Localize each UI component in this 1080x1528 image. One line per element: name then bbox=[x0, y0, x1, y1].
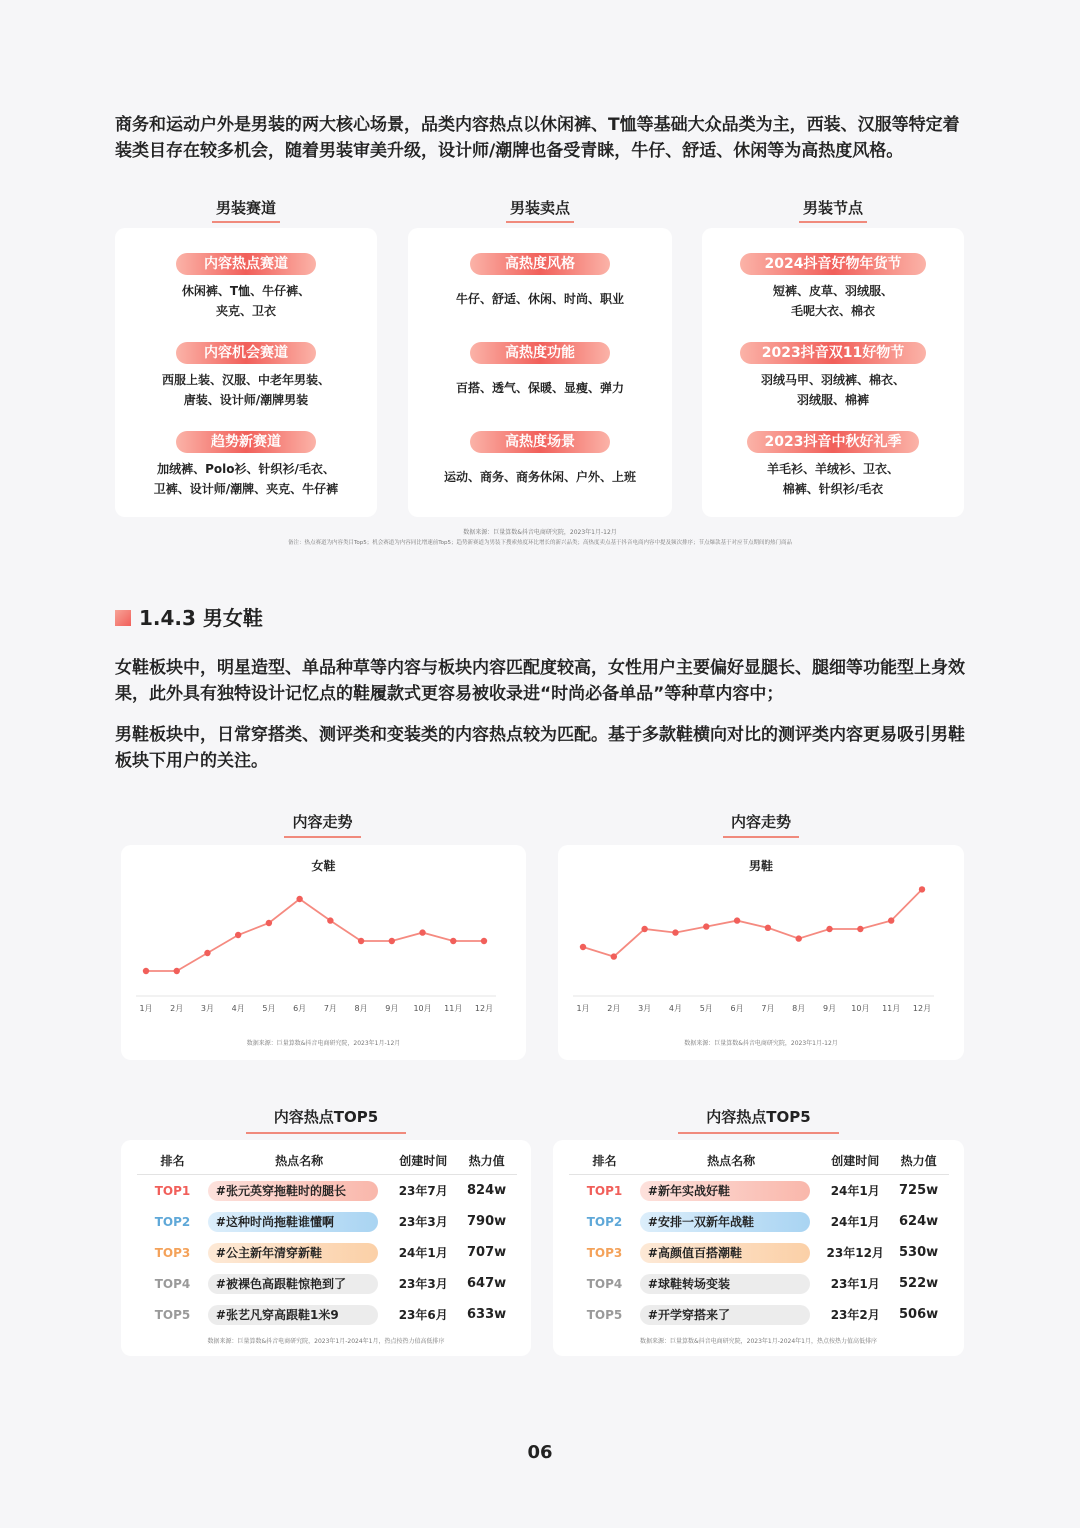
chart-source-women: 数据来源：巨量算数&抖音电商研究院，2023年1月-12月 bbox=[246, 1040, 401, 1047]
x-tick-label: 3月 bbox=[200, 1004, 215, 1013]
data-point bbox=[703, 923, 709, 929]
hotspot-cell bbox=[208, 1268, 390, 1299]
x-tick-label: 9月 bbox=[822, 1004, 837, 1013]
data-point bbox=[204, 950, 210, 956]
table-row bbox=[569, 1175, 949, 1207]
heat-value: 624w bbox=[899, 1214, 939, 1229]
hotspot-name: #新年实战好鞋 bbox=[640, 1181, 810, 1201]
hotspot-cell bbox=[208, 1175, 390, 1207]
hotspot-cell bbox=[640, 1175, 822, 1207]
heat-value: 522w bbox=[899, 1276, 939, 1291]
heat-value: 647w bbox=[467, 1276, 507, 1291]
created-date: 24年1月 bbox=[830, 1184, 880, 1198]
x-tick-label: 6月 bbox=[730, 1004, 744, 1013]
col2-title: 男装卖点 bbox=[408, 197, 672, 223]
heat-value: 707w bbox=[467, 1245, 507, 1260]
para-women-shoes: 女鞋板块中，明星造型、单品种草等内容与板块内容匹配度较高，女性用户主要偏好显腿长、腿细等功能型上身效果，此外具有独特设计记忆点的鞋履款式更容易被收录进“时尚必备单品”等种草内容中； bbox=[115, 658, 965, 704]
top5-source-men: 数据来源：巨量算数&抖音电商研究院，2023年1月-2024年1月，热点按热力值高低排序 bbox=[639, 1338, 878, 1345]
line-chart-women bbox=[121, 845, 526, 1060]
menswear-source: 数据来源：巨量算数&抖音电商研究院，2023年1月-12月 bbox=[463, 529, 617, 536]
x-tick-label: 5月 bbox=[262, 1004, 276, 1013]
hotspot-cell bbox=[640, 1268, 822, 1299]
data-point bbox=[174, 968, 180, 974]
x-tick-label: 6月 bbox=[293, 1004, 307, 1013]
x-tick-label: 2月 bbox=[170, 1004, 184, 1013]
created-date: 24年1月 bbox=[398, 1246, 448, 1260]
chart-title-men: 男鞋 bbox=[748, 859, 773, 873]
rank-label: TOP1 bbox=[586, 1183, 623, 1198]
group-trend: 趋势新赛道 加绒裤、Polo衫、针织衫/毛衣、 卫裤、设计师/潮牌、夹克、牛仔裤 bbox=[115, 431, 377, 499]
section-heading: 1.4.3 男女鞋 bbox=[115, 602, 263, 631]
group-function: 高热度功能 百搭、透气、保暖、显瘦、弹力 bbox=[408, 342, 672, 398]
created-date: 23年1月 bbox=[830, 1277, 880, 1291]
x-tick-label: 10月 bbox=[413, 1004, 432, 1013]
top-right-title: 内容热点TOP5 bbox=[553, 1106, 964, 1134]
x-tick-label: 2月 bbox=[607, 1004, 621, 1013]
x-tick-label: 9月 bbox=[385, 1004, 399, 1013]
x-tick-label: 8月 bbox=[792, 1004, 806, 1013]
rank-label: TOP5 bbox=[586, 1307, 623, 1322]
group-style: 高热度风格 牛仔、舒适、休闲、时尚、职业 bbox=[408, 253, 672, 309]
data-point bbox=[296, 896, 302, 902]
table-row bbox=[137, 1206, 517, 1237]
table-row bbox=[137, 1237, 517, 1268]
data-point bbox=[888, 917, 894, 923]
top5-card-women bbox=[121, 1140, 531, 1356]
x-tick-label: 3月 bbox=[638, 1004, 652, 1013]
hotspot-cell bbox=[208, 1299, 390, 1330]
created-date: 23年2月 bbox=[830, 1308, 880, 1322]
hotspot-name: #被裸色高跟鞋惊艳到了 bbox=[208, 1274, 378, 1294]
created-date: 23年12月 bbox=[826, 1246, 884, 1260]
top5-table-men: 排名 热点名称 创建时间 热力值 TOP1 #新年实战好鞋 24年1月 725w TOP2 #安排一双新年战鞋 24年1月 624w TOP3 #高颜值百搭潮鞋 23年12月 530w TOP4 #球鞋转场变装 23年1月 522w TOP5 #开学穿搭来了 23年2月 506w bbox=[569, 1146, 949, 1330]
x-tick-label: 11月 bbox=[882, 1004, 901, 1013]
top5-table-women: 排名 热点名称 创建时间 热力值 TOP1 #张元英穿拖鞋时的腿长 23年7月 824w TOP2 #这种时尚拖鞋谁懂啊 23年3月 790w TOP3 #公主新年清穿新鞋 24年1月 707w TOP4 #被裸色高跟鞋惊艳到了 23年3月 647w TOP5 #张艺凡穿高跟鞋1米9 23年6月 633w bbox=[137, 1146, 517, 1330]
created-date: 23年7月 bbox=[398, 1184, 448, 1198]
heat-value: 633w bbox=[467, 1307, 507, 1322]
rank-label: TOP4 bbox=[154, 1276, 191, 1291]
created-date: 24年1月 bbox=[830, 1215, 880, 1229]
hotspot-name: #张元英穿拖鞋时的腿长 bbox=[208, 1181, 378, 1201]
x-tick-label: 1月 bbox=[139, 1004, 153, 1013]
created-date: 23年3月 bbox=[398, 1215, 448, 1229]
x-tick-label: 7月 bbox=[761, 1004, 775, 1013]
x-tick-label: 12月 bbox=[912, 1004, 932, 1013]
data-point bbox=[919, 886, 925, 892]
data-point bbox=[796, 935, 802, 941]
menswear-footnote: 备注：热点赛道为内容类目Top5；机会赛道为内容同比增速前Top5；趋势新赛道为男装下搜索热度环比增长的新兴品类；高热度卖点基于抖音电商内容中提及频次排序；节点爆款基于对应节点期间的热门商品 bbox=[287, 540, 793, 546]
hotspot-cell bbox=[640, 1299, 822, 1330]
trend-left-title: 内容走势 bbox=[121, 811, 524, 838]
heat-value: 824w bbox=[467, 1183, 507, 1198]
para-men-shoes: 男鞋板块中，日常穿搭类、测评类和变装类的内容热点较为匹配。基于多款鞋横向对比的测评类内容更易吸引男鞋板块下用户的关注。 bbox=[115, 725, 965, 771]
rank-label: TOP3 bbox=[586, 1245, 623, 1260]
group-node3: 2023抖音中秋好礼季 羊毛衫、羊绒衫、卫衣、 棉裤、针织衫/毛衣 bbox=[702, 431, 964, 499]
data-point bbox=[327, 917, 333, 923]
data-point bbox=[672, 929, 678, 935]
data-point bbox=[765, 925, 771, 931]
top-left-title: 内容热点TOP5 bbox=[121, 1106, 531, 1134]
x-tick-label: 8月 bbox=[354, 1004, 368, 1013]
group-hot: 内容热点赛道 休闲裤、T恤、牛仔裤、 夹克、卫衣 bbox=[115, 253, 377, 321]
data-point bbox=[641, 926, 647, 932]
col1-title: 男装赛道 bbox=[115, 197, 377, 223]
table-row bbox=[137, 1175, 517, 1207]
data-point bbox=[389, 938, 395, 944]
data-point bbox=[358, 938, 364, 944]
data-point bbox=[580, 944, 586, 950]
x-tick-label: 4月 bbox=[668, 1004, 683, 1013]
x-tick-label: 4月 bbox=[231, 1004, 245, 1013]
rank-label: TOP1 bbox=[154, 1183, 191, 1198]
chart-card-men bbox=[558, 845, 964, 1060]
data-point bbox=[419, 929, 425, 935]
hotspot-name: #张艺凡穿高跟鞋1米9 bbox=[208, 1305, 378, 1325]
table-row bbox=[137, 1299, 517, 1330]
data-point bbox=[235, 932, 241, 938]
group-node2: 2023抖音双11好物节 羽绒马甲、羽绒裤、棉衣、 羽绒服、棉裤 bbox=[702, 342, 964, 410]
x-tick-label: 7月 bbox=[323, 1004, 337, 1013]
x-tick-label: 10月 bbox=[851, 1004, 870, 1013]
table-row bbox=[569, 1268, 949, 1299]
group-scene: 高热度场景 运动、商务、商务休闲、户外、上班 bbox=[408, 431, 672, 487]
table-row bbox=[137, 1268, 517, 1299]
heat-value: 506w bbox=[899, 1307, 939, 1322]
hotspot-name: #这种时尚拖鞋谁懂啊 bbox=[208, 1212, 378, 1232]
series-line bbox=[146, 899, 484, 971]
created-date: 23年6月 bbox=[398, 1308, 448, 1322]
x-tick-label: 1月 bbox=[576, 1004, 590, 1013]
rank-label: TOP2 bbox=[154, 1214, 191, 1229]
card-menswear-nodes bbox=[702, 228, 964, 517]
hotspot-cell bbox=[640, 1206, 822, 1237]
data-point bbox=[450, 938, 456, 944]
data-point bbox=[266, 920, 272, 926]
hotspot-name: #高颜值百搭潮鞋 bbox=[640, 1243, 810, 1263]
card-menswear-selling bbox=[408, 228, 672, 517]
chart-card-women bbox=[121, 845, 526, 1060]
intro-paragraph: 商务和运动户外是男装的两大核心场景，品类内容热点以休闲裤、T恤等基础大众品类为主，西装、汉服等特定着装类目存在较多机会，随着男装审美升级，设计师/潮牌也备受青睐，牛仔、舒适、休闲等为高热度风格。 bbox=[115, 115, 960, 161]
hotspot-name: #安排一双新年战鞋 bbox=[640, 1212, 810, 1232]
col3-title: 男装节点 bbox=[702, 197, 964, 223]
created-date: 23年3月 bbox=[398, 1277, 448, 1291]
rank-label: TOP5 bbox=[154, 1307, 191, 1322]
hotspot-cell bbox=[640, 1237, 822, 1268]
x-tick-label: 12月 bbox=[474, 1004, 494, 1013]
x-tick-label: 11月 bbox=[444, 1004, 463, 1013]
heat-value: 530w bbox=[899, 1245, 939, 1260]
data-point bbox=[857, 926, 863, 932]
data-point bbox=[734, 917, 740, 923]
table-row bbox=[569, 1237, 949, 1268]
hotspot-cell bbox=[208, 1206, 390, 1237]
x-tick-label: 5月 bbox=[699, 1004, 713, 1013]
chart-title-women: 女鞋 bbox=[311, 859, 336, 873]
page-number: 06 bbox=[527, 1442, 553, 1463]
line-chart-men bbox=[558, 845, 964, 1060]
rank-label: TOP3 bbox=[154, 1245, 191, 1260]
chart-source-men: 数据来源：巨量算数&抖音电商研究院，2023年1月-12月 bbox=[684, 1040, 838, 1047]
series-line bbox=[583, 889, 922, 956]
data-point bbox=[826, 926, 832, 932]
group-node1: 2024抖音好物年货节 短裤、皮草、羽绒服、 毛呢大衣、棉衣 bbox=[702, 253, 964, 321]
heat-value: 725w bbox=[899, 1183, 939, 1198]
hotspot-cell bbox=[208, 1237, 390, 1268]
top5-source-women: 数据来源：巨量算数&抖音电商研究院，2023年1月-2024年1月，热点按热力值高低排序 bbox=[207, 1338, 445, 1345]
trend-right-title: 内容走势 bbox=[558, 811, 964, 838]
top5-card-men bbox=[553, 1140, 964, 1356]
data-point bbox=[611, 953, 617, 959]
table-row bbox=[569, 1206, 949, 1237]
hotspot-name: #开学穿搭来了 bbox=[640, 1305, 810, 1325]
rank-label: TOP4 bbox=[586, 1276, 623, 1291]
hotspot-name: #球鞋转场变装 bbox=[640, 1274, 810, 1294]
rank-label: TOP2 bbox=[586, 1214, 623, 1229]
hotspot-name: #公主新年清穿新鞋 bbox=[208, 1243, 378, 1263]
group-opportunity: 内容机会赛道 西服上装、汉服、中老年男装、 唐装、设计师/潮牌男装 bbox=[115, 342, 377, 410]
data-point bbox=[143, 968, 149, 974]
section-square-icon bbox=[115, 610, 131, 626]
heat-value: 790w bbox=[467, 1214, 507, 1229]
card-menswear-track bbox=[115, 228, 377, 517]
data-point bbox=[481, 938, 487, 944]
table-row bbox=[569, 1299, 949, 1330]
